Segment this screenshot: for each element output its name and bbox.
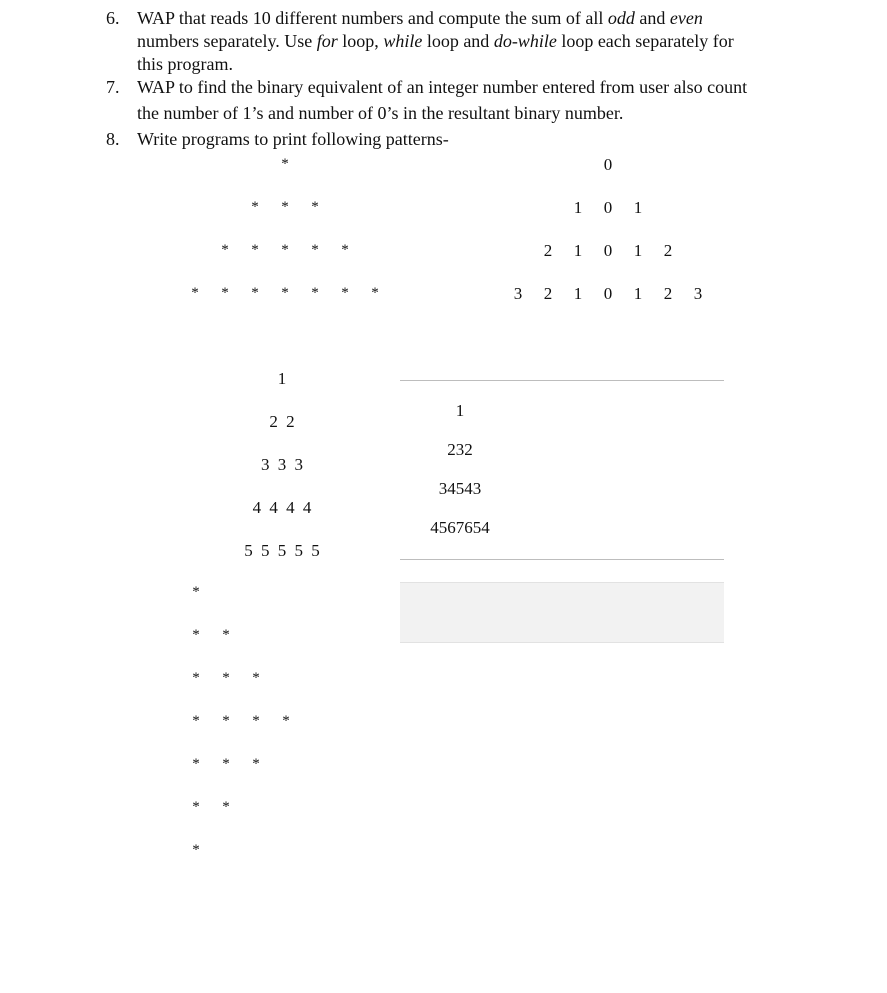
pattern-glyph: * [371, 285, 379, 301]
pattern-glyph: * [281, 242, 289, 258]
text-run: this program. [137, 54, 233, 74]
italic-keyword: even [669, 8, 703, 28]
question-line [137, 102, 837, 125]
question-number: 8. [106, 129, 120, 149]
text-run: and [634, 8, 670, 28]
number-row: 5 5 5 5 5 [244, 541, 322, 560]
question-number: 7. [106, 77, 120, 97]
pattern-glyph: 1 [573, 241, 583, 260]
text-run: Write programs to print following patterns- [137, 129, 449, 149]
pattern-glyph: 0 [603, 155, 613, 174]
question-line [137, 76, 837, 99]
question-line [137, 7, 837, 30]
shaded-box [400, 582, 724, 643]
pattern-glyph: * [222, 627, 230, 643]
pattern-glyph: * [252, 670, 260, 686]
question-line [137, 53, 837, 76]
pattern-glyph: * [192, 842, 200, 858]
text-run: loop, [337, 31, 384, 51]
divider-bottom [400, 559, 724, 560]
pattern-glyph: * [192, 670, 200, 686]
pattern-glyph: * [192, 756, 200, 772]
pattern-glyph: 2 [543, 241, 553, 260]
pattern-glyph: * [281, 285, 289, 301]
question-text [137, 76, 837, 125]
pattern-glyph: * [281, 156, 289, 172]
question-number: 6. [106, 8, 120, 28]
number-row: 1 [455, 401, 465, 420]
pattern-glyph: * [222, 799, 230, 815]
text-run: loop and [422, 31, 494, 51]
pattern-glyph: * [341, 242, 349, 258]
text-run: WAP to find the binary equivalent of an integer number entered from user also count [137, 77, 748, 97]
pattern-glyph: 2 [663, 284, 673, 303]
pattern-glyph: * [311, 285, 319, 301]
text-run: numbers separately. Use [137, 31, 317, 51]
text-run: the number of 1’s and number of 0’s in the resultant binary number. [137, 103, 624, 123]
divider-top [400, 380, 724, 381]
pattern-glyph: 1 [573, 198, 583, 217]
pattern-glyph: * [252, 713, 260, 729]
number-row: 34543 [438, 479, 482, 498]
pattern-glyph: * [222, 670, 230, 686]
pattern-glyph: * [252, 756, 260, 772]
pattern-glyph: 1 [633, 284, 643, 303]
pattern-glyph: 0 [603, 198, 613, 217]
number-row: 1 [277, 369, 289, 388]
pattern-glyph: 1 [633, 241, 643, 260]
question-line [137, 129, 449, 149]
pattern-glyph: * [222, 713, 230, 729]
pattern-glyph: * [311, 242, 319, 258]
question-text [137, 128, 837, 151]
pattern-glyph: 1 [573, 284, 583, 303]
number-row: 2 2 [269, 412, 297, 431]
pattern-glyph: * [282, 713, 290, 729]
pattern-glyph: * [251, 199, 259, 215]
italic-keyword: do-while [493, 31, 557, 51]
pattern-glyph: * [251, 242, 259, 258]
pattern-glyph: * [221, 242, 229, 258]
pattern-glyph: * [192, 799, 200, 815]
pattern-glyph: * [281, 199, 289, 215]
text-run: loop each separately for [556, 31, 734, 51]
question-text [137, 7, 837, 76]
pattern-glyph: * [221, 285, 229, 301]
italic-keyword: while [383, 31, 423, 51]
pattern-glyph: 2 [663, 241, 673, 260]
pattern-glyph: * [222, 756, 230, 772]
pattern-glyph: * [251, 285, 259, 301]
pattern-glyph: 3 [693, 284, 703, 303]
pattern-glyph: 1 [633, 198, 643, 217]
pattern-glyph: * [191, 285, 199, 301]
text-run: WAP that reads 10 different numbers and compute the sum of all [137, 8, 608, 28]
number-row: 4567654 [430, 518, 490, 537]
pattern-glyph: 3 [513, 284, 523, 303]
number-row: 232 [447, 440, 473, 459]
pattern-glyph: 2 [543, 284, 553, 303]
number-row: 3 3 3 [261, 455, 305, 474]
italic-keyword: for [316, 31, 338, 51]
pattern-glyph: 0 [603, 241, 613, 260]
pattern-glyph: * [192, 584, 200, 600]
pattern-glyph: * [192, 713, 200, 729]
pattern-glyph: 0 [603, 284, 613, 303]
question-line [137, 30, 837, 53]
italic-keyword: odd [607, 8, 635, 28]
number-row: 4 4 4 4 [252, 498, 314, 517]
pattern-glyph: * [311, 199, 319, 215]
pattern-glyph: * [192, 627, 200, 643]
pattern-glyph: * [341, 285, 349, 301]
